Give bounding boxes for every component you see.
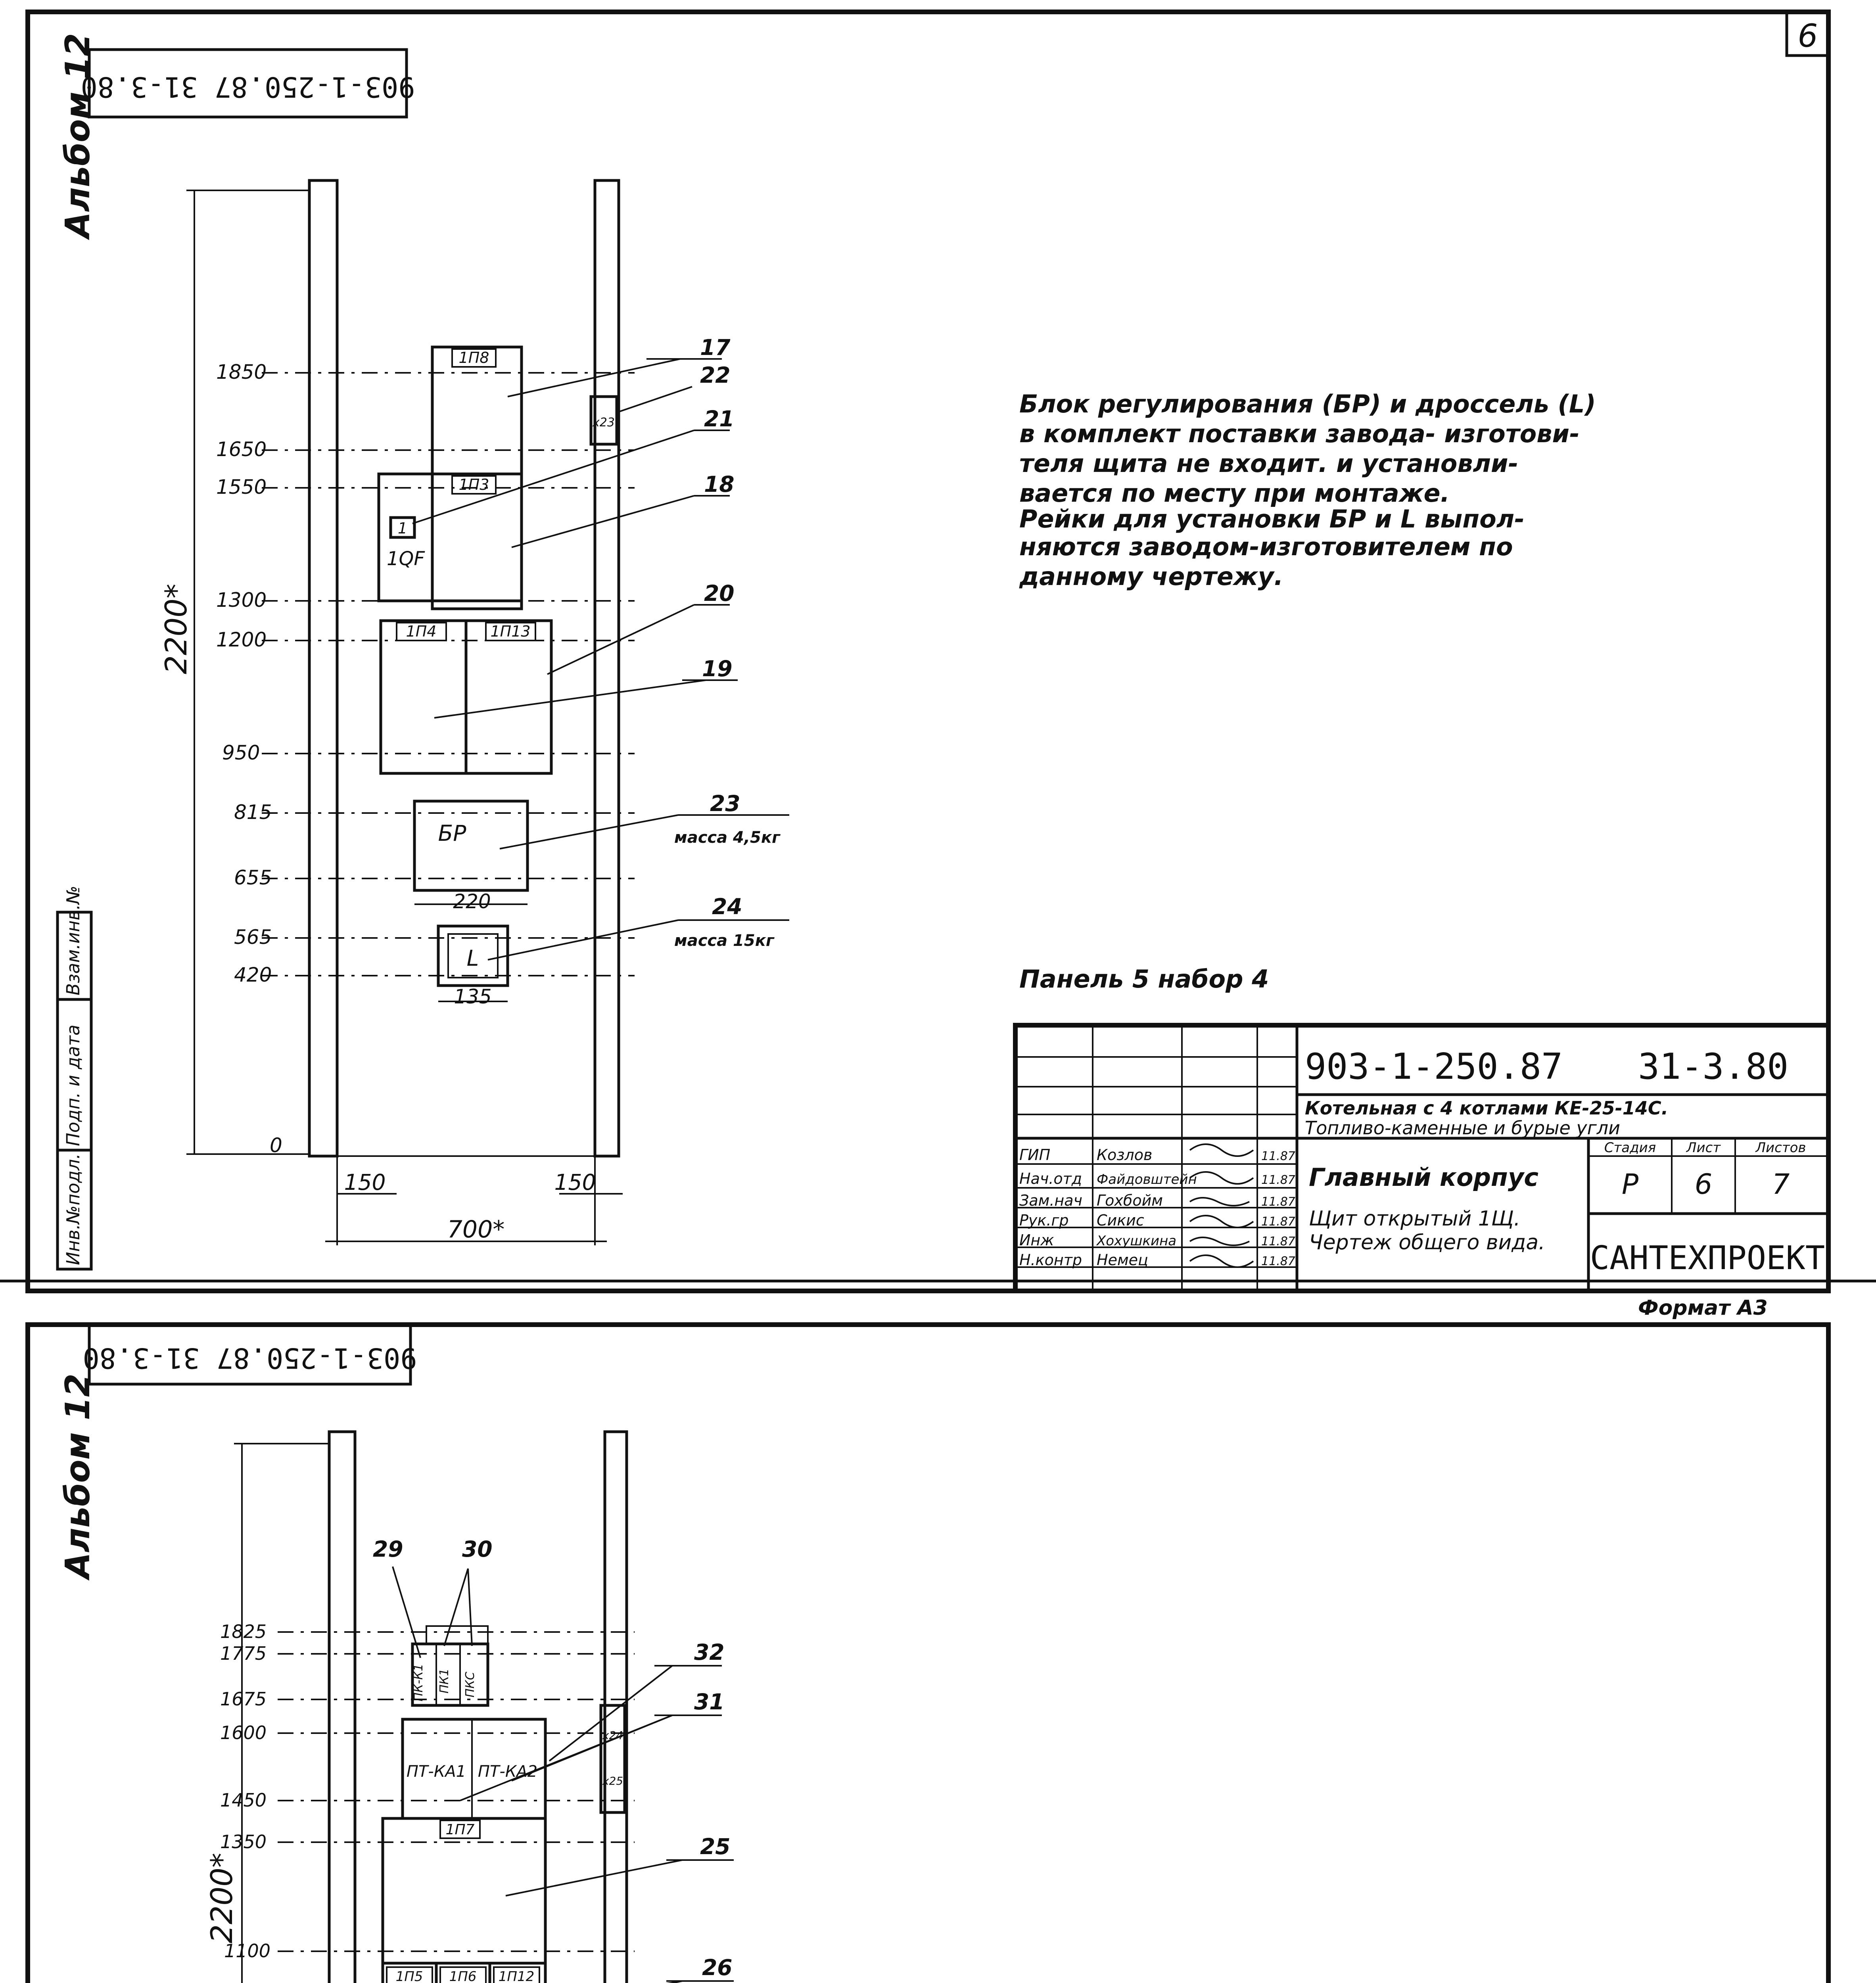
svg-text:Рук.гр: Рук.гр <box>1019 1212 1069 1229</box>
svg-text:950: 950 <box>222 741 260 764</box>
svg-text:1825: 1825 <box>220 1621 267 1642</box>
svg-text:655: 655 <box>234 866 272 889</box>
svg-text:1850: 1850 <box>216 361 267 384</box>
svg-text:150: 150 <box>344 1170 386 1195</box>
svg-text:18: 18 <box>704 472 735 497</box>
svg-text:САНТЕХПРОЕКТ: САНТЕХПРОЕКТ <box>1590 1239 1825 1277</box>
svg-text:Взам.инв.№: Взам.инв.№ <box>63 886 84 995</box>
svg-text:565: 565 <box>234 926 272 949</box>
svg-text:1П5: 1П5 <box>395 1969 423 1983</box>
svg-text:Лист: Лист <box>1686 1140 1721 1156</box>
svg-text:26: 26 <box>702 1955 733 1980</box>
svg-text:25: 25 <box>700 1834 731 1859</box>
svg-text:1350: 1350 <box>220 1831 267 1853</box>
svg-text:Н.контр: Н.контр <box>1019 1251 1082 1269</box>
sheet-1-caption: Панель 5 набор 4 <box>1019 965 1269 993</box>
svg-text:22: 22 <box>700 362 731 388</box>
svg-text:Листов: Листов <box>1755 1140 1806 1156</box>
svg-text:Р: Р <box>1621 1168 1639 1201</box>
svg-text:1450: 1450 <box>220 1789 267 1811</box>
svg-text:20: 20 <box>704 581 735 606</box>
svg-text:теля щита не входит. и установ: теля щита не входит. и установли- <box>1019 449 1519 478</box>
svg-text:Щит открытый 1Щ.: Щит открытый 1Щ. <box>1309 1207 1521 1231</box>
sheet-1-stamp-code-box <box>81 50 415 117</box>
svg-text:11.87: 11.87 <box>1261 1173 1295 1187</box>
svg-text:700*: 700* <box>447 1216 505 1243</box>
svg-text:1П8: 1П8 <box>458 349 489 366</box>
svg-text:ГИП: ГИП <box>1019 1146 1051 1164</box>
svg-text:1QF: 1QF <box>387 548 425 570</box>
svg-text:Гохбойм: Гохбойм <box>1097 1192 1163 1209</box>
sheet-2-callouts <box>373 1536 740 1983</box>
svg-text:Котельная с 4 котлами КЕ-25-14: Котельная с 4 котлами КЕ-25-14С. <box>1305 1097 1669 1119</box>
svg-text:Подп. и дата: Подп. и дата <box>63 1024 84 1146</box>
sheet-2-panel-drawing <box>204 1432 740 1983</box>
right-rail <box>595 180 619 1156</box>
svg-text:1П3: 1П3 <box>458 476 489 493</box>
svg-text:вается по месту при монтаже.: вается по месту при монтаже. <box>1019 479 1450 508</box>
sheet-1-side-column <box>58 886 91 1269</box>
sheet-1-notes <box>1019 389 1596 591</box>
svg-text:Сикис: Сикис <box>1097 1212 1144 1229</box>
svg-text:Топливо-каменные и бурые угли: Топливо-каменные и бурые угли <box>1305 1117 1621 1139</box>
svg-text:масса 4,5кг: масса 4,5кг <box>674 828 780 847</box>
svg-text:2200*: 2200* <box>159 583 194 674</box>
svg-text:х23: х23 <box>593 416 615 430</box>
svg-text:БР: БР <box>438 821 466 846</box>
svg-text:1100: 1100 <box>224 1940 271 1962</box>
svg-text:1: 1 <box>397 520 408 537</box>
svg-text:24: 24 <box>712 894 742 919</box>
svg-text:ПТ-КА1: ПТ-КА1 <box>406 1762 466 1781</box>
svg-text:30: 30 <box>462 1536 493 1562</box>
svg-text:1П7: 1П7 <box>445 1822 475 1838</box>
svg-text:Стадия: Стадия <box>1604 1140 1656 1156</box>
svg-text:135: 135 <box>454 985 492 1008</box>
svg-text:19: 19 <box>702 656 733 681</box>
svg-text:903-1-250.87: 903-1-250.87 <box>1305 1046 1563 1087</box>
svg-text:220: 220 <box>453 890 491 913</box>
svg-text:150: 150 <box>554 1170 596 1195</box>
svg-text:2200*: 2200* <box>204 1853 239 1943</box>
svg-text:Нач.отд: Нач.отд <box>1019 1170 1082 1187</box>
svg-text:ПТ-КА2: ПТ-КА2 <box>478 1762 538 1781</box>
svg-text:Инв.№подл.: Инв.№подл. <box>63 1153 84 1265</box>
svg-text:29: 29 <box>373 1536 403 1562</box>
sheet-1-title-block <box>1015 1025 1828 1291</box>
svg-text:0: 0 <box>270 1134 282 1157</box>
sheet-number: 6 <box>1797 17 1818 54</box>
svg-text:1675: 1675 <box>220 1688 267 1710</box>
svg-text:6: 6 <box>1694 1168 1713 1201</box>
svg-text:Немец: Немец <box>1097 1251 1148 1269</box>
svg-text:L: L <box>466 945 479 971</box>
svg-text:11.87: 11.87 <box>1261 1215 1295 1229</box>
svg-text:32: 32 <box>694 1640 725 1665</box>
sheet-1-format: Формат А3 <box>1638 1296 1768 1320</box>
svg-text:31: 31 <box>694 1689 725 1715</box>
svg-text:23: 23 <box>710 791 740 816</box>
svg-text:няются заводом-изготовителем п: няются заводом-изготовителем по <box>1019 532 1513 561</box>
sheet-2-album-label: Альбом 12 <box>58 1373 98 1578</box>
svg-text:1300: 1300 <box>216 589 267 612</box>
svg-text:Инж: Инж <box>1019 1231 1054 1249</box>
svg-text:11.87: 11.87 <box>1261 1195 1295 1209</box>
svg-text:в комплект поставки завода- из: в комплект поставки завода- изготови- <box>1019 419 1580 448</box>
sheet-1-levels <box>216 361 635 1157</box>
svg-text:масса 15кг: масса 15кг <box>674 932 774 950</box>
svg-text:ПКС: ПКС <box>463 1672 477 1697</box>
svg-text:х25: х25 <box>602 1774 623 1787</box>
svg-text:11.87: 11.87 <box>1261 1235 1295 1248</box>
svg-text:1650: 1650 <box>216 438 267 461</box>
svg-text:17: 17 <box>700 335 731 360</box>
svg-text:1П4: 1П4 <box>406 623 437 640</box>
svg-text:ПК-К1: ПК-К1 <box>412 1663 426 1701</box>
svg-text:1775: 1775 <box>220 1643 267 1664</box>
sheet-2-stamp-code-box <box>83 1325 417 1384</box>
sheet-1-album-label: Альбом 12 <box>58 33 98 238</box>
left-rail-2 <box>329 1432 355 1983</box>
svg-text:х24: х24 <box>602 1729 623 1742</box>
svg-text:Хохушкина: Хохушкина <box>1097 1233 1177 1249</box>
sheet-1-panel-drawing <box>159 180 789 1245</box>
svg-text:31-3.80: 31-3.80 <box>1638 1046 1789 1087</box>
svg-text:Козлов: Козлов <box>1097 1146 1153 1164</box>
sheet-2-stamp-code: 903-1-250.87 31-3.80 <box>82 1342 417 1374</box>
svg-text:1600: 1600 <box>220 1722 267 1743</box>
svg-text:420: 420 <box>234 963 272 986</box>
sheet-1-stamp-code: 903-1-250.87 31-3.80 <box>81 71 415 103</box>
svg-text:Рейки для установки БР и L вып: Рейки для установки БР и L выпол- <box>1019 504 1525 533</box>
svg-text:данному чертежу.: данному чертежу. <box>1019 562 1283 591</box>
svg-text:1200: 1200 <box>216 628 267 651</box>
svg-text:Зам.нач: Зам.нач <box>1019 1192 1082 1209</box>
svg-text:Блок регулирования (БР) и дрос: Блок регулирования (БР) и дроссель (L) <box>1019 389 1596 418</box>
svg-text:815: 815 <box>234 801 272 824</box>
svg-text:Главный корпус: Главный корпус <box>1309 1163 1538 1192</box>
left-rail <box>309 180 337 1156</box>
svg-text:1П13: 1П13 <box>490 623 531 640</box>
svg-text:7: 7 <box>1772 1168 1790 1201</box>
svg-text:1П6: 1П6 <box>449 1969 477 1983</box>
sheet-2-levels <box>220 1621 635 1983</box>
svg-text:Чертеж общего вида.: Чертеж общего вида. <box>1309 1231 1545 1254</box>
svg-text:21: 21 <box>704 406 735 432</box>
svg-text:1П12: 1П12 <box>498 1969 535 1983</box>
svg-text:11.87: 11.87 <box>1261 1149 1295 1163</box>
svg-text:Файдовштейн: Файдовштейн <box>1097 1172 1197 1187</box>
svg-text:11.87: 11.87 <box>1261 1254 1295 1268</box>
signatures-sheet-1 <box>1190 1144 1253 1267</box>
svg-text:ПК1: ПК1 <box>437 1668 451 1693</box>
svg-text:1550: 1550 <box>216 476 267 499</box>
